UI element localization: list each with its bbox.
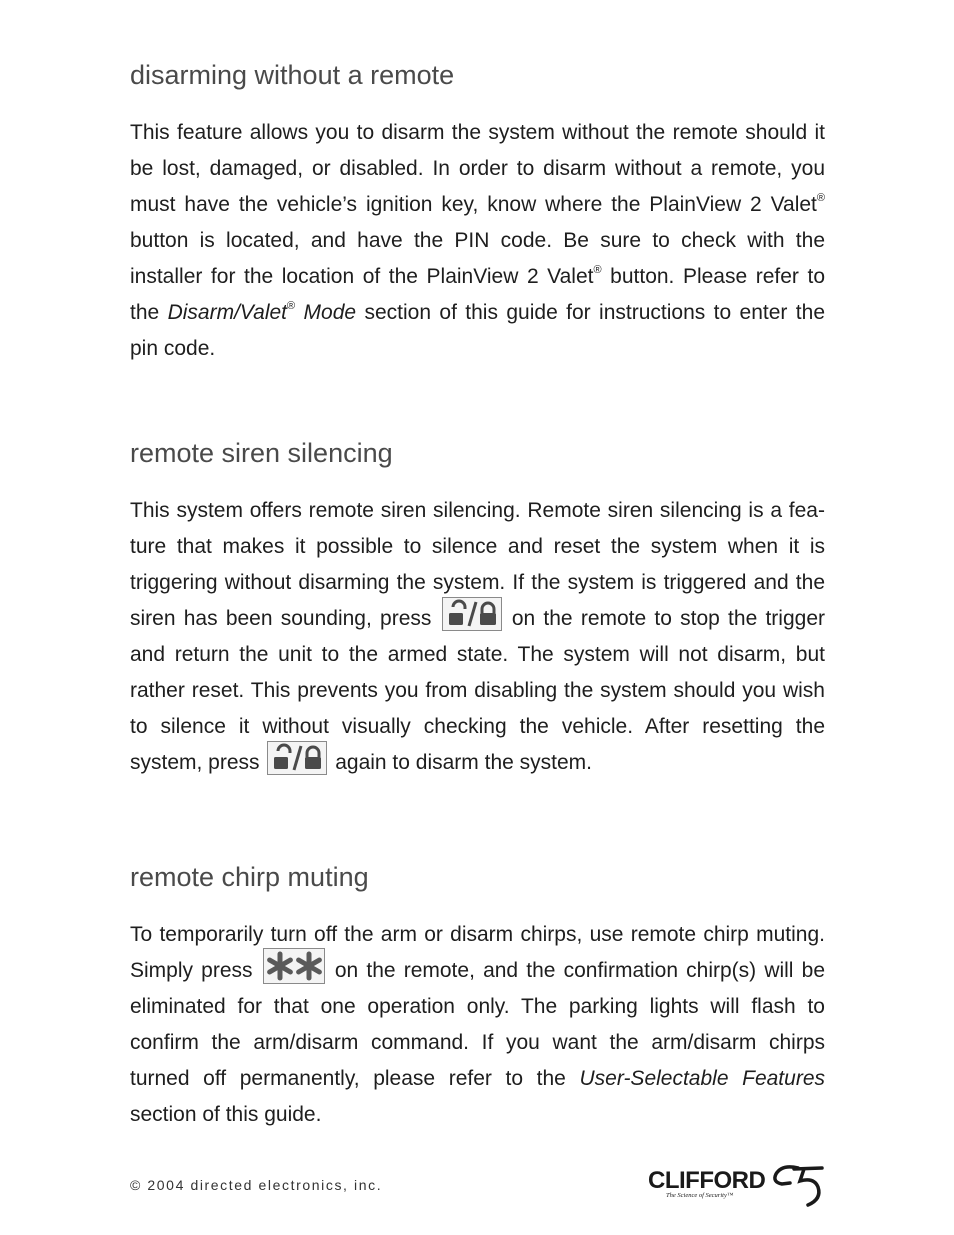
italic-reference: Mode	[295, 301, 357, 324]
registered-mark: ®	[287, 300, 296, 312]
heading-disarming: disarming without a remote	[130, 60, 455, 90]
paragraph-disarming	[130, 115, 825, 367]
text-span: section of this guide.	[130, 1103, 322, 1126]
paragraph-chirp	[130, 917, 825, 1133]
lock-unlock-icon	[267, 741, 327, 775]
logo-tagline: The Science of Security™	[666, 1192, 734, 1199]
text-span: This feature allows you to disarm the system without the remote should it be lost, damaged, or disabled. In order to disarm without a remote, you must have the vehicle’s ignition key, know where the PlainView 2 Valet	[130, 121, 825, 216]
lock-unlock-icon	[442, 597, 502, 631]
text-span: again to disarm the system.	[329, 751, 592, 774]
text-span: on the remote, and the confirmation chirp(s) will be eliminated for that one operation only. The parking lights will flash to confirm the arm/disarm command. If you want the arm/disarm chirps turned off permanently, please refer to the	[130, 959, 825, 1090]
clifford-g5-logo	[648, 1160, 828, 1210]
copyright-text: © 2004 directed electronics, inc.	[130, 1177, 383, 1193]
logo-wordmark: CLIFFORD	[648, 1167, 766, 1194]
italic-reference: Disarm/Valet	[167, 301, 288, 324]
paragraph-siren	[130, 493, 825, 781]
double-star-icon	[263, 948, 325, 984]
heading-chirp: remote chirp muting	[130, 862, 369, 892]
registered-mark: ®	[816, 192, 825, 204]
italic-reference: User-Selectable Features	[579, 1067, 825, 1090]
g5-mark	[775, 1167, 822, 1205]
text-span: on the remote to stop the trigger and return the unit to the armed state. The system will not disarm, but rather reset. This prevents you from disabling the system should you wish to silence it without visually checking the vehicle. After resetting the system, press	[130, 607, 825, 774]
text-span: This system offers remote siren silencing. Remote siren silencing is a feature that makes it possible to silence and reset the system when it is triggering without disarming the system. If the system is triggered and the siren has been sounding, press	[130, 499, 825, 630]
text-span: button is located, and have the PIN code. Be sure to check with the installer for the location of the PlainView 2 Valet	[130, 229, 825, 288]
section-chirp	[130, 860, 825, 1133]
text-span: button. Please refer to the	[130, 265, 825, 324]
text-span: section of this guide for instructions to enter the pin code.	[130, 301, 825, 360]
heading-siren: remote siren silencing	[130, 438, 393, 468]
registered-mark: ®	[593, 264, 602, 276]
section-siren	[130, 436, 825, 781]
section-disarming	[130, 58, 825, 367]
text-span: To temporarily turn off the arm or disarm chirps, use remote chirp muting. Simply press	[130, 923, 825, 982]
